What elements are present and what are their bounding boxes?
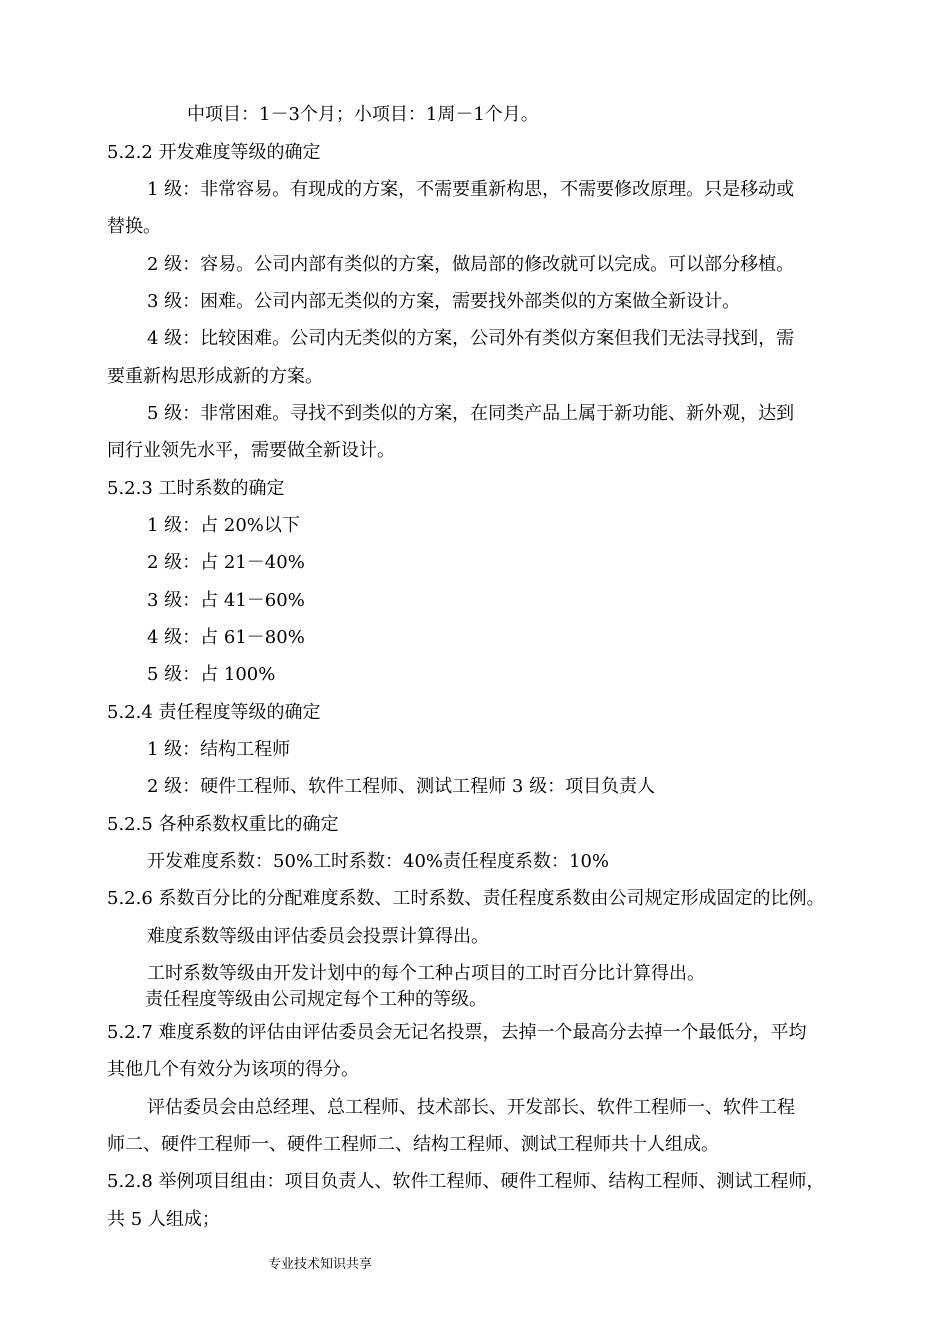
text-line: 责任程度等级由公司规定每个工种的等级。 — [145, 989, 487, 1010]
text-line: 要重新构思形成新的方案。 — [107, 366, 323, 387]
text-line: 2 级：占 21－40% — [147, 552, 305, 573]
text-line: 其他几个有效分为该项的得分。 — [107, 1059, 359, 1080]
text-line: 同行业领先水平，需要做全新设计。 — [107, 440, 395, 461]
text-line: 难度系数等级由评估委员会投票计算得出。 — [147, 926, 489, 947]
text-line: 评估委员会由总经理、总工程师、技术部长、开发部长、软件工程师一、软件工程 — [147, 1097, 795, 1118]
text-line: 1 级：结构工程师 — [147, 739, 291, 760]
section-heading-5-2-4: 5.2.4 责任程度等级的确定 — [107, 702, 321, 723]
text-line: 2 级：容易。公司内部有类似的方案，做局部的修改就可以完成。可以部分移植。 — [147, 254, 795, 275]
section-heading-5-2-5: 5.2.5 各种系数权重比的确定 — [107, 814, 339, 835]
text-line: 5 级：占 100% — [147, 664, 276, 685]
text-line: 1 级：非常容易。有现成的方案，不需要重新构思，不需要修改原理。只是移动或 — [147, 179, 795, 200]
page-footer: 专业技术知识共享 — [268, 1257, 373, 1272]
section-heading-5-2-6: 5.2.6 系数百分比的分配难度系数、工时系数、责任程度系数由公司规定形成固定的比例。 — [107, 888, 825, 909]
text-line: 师二、硬件工程师一、硬件工程师二、结构工程师、测试工程师共十人组成。 — [107, 1134, 719, 1155]
text-line: 4 级：比较困难。公司内无类似的方案，公司外有类似方案但我们无法寻找到，需 — [147, 328, 795, 349]
text-line: 3 级：困难。公司内部无类似的方案，需要找外部类似的方案做全新设计。 — [147, 291, 741, 312]
text-line: 2 级：硬件工程师、软件工程师、测试工程师 3 级：项目负责人 — [147, 776, 656, 797]
text-line: 4 级：占 61－80% — [147, 627, 305, 648]
text-line: 5 级：非常困难。寻找不到类似的方案，在同类产品上属于新功能、新外观，达到 — [147, 403, 795, 424]
text-line: 工时系数等级由开发计划中的每个工种占项目的工时百分比计算得出。 — [147, 963, 705, 984]
text-line: 3 级：占 41－60% — [147, 590, 305, 611]
text-line: 1 级：占 20%以下 — [147, 515, 300, 536]
section-heading-5-2-3: 5.2.3 工时系数的确定 — [107, 478, 285, 499]
section-heading-5-2-7: 5.2.7 难度系数的评估由评估委员会无记名投票，去掉一个最高分去掉一个最低分，平均 — [107, 1022, 807, 1043]
text-line: 中项目：1－3个月；小项目：1周－1个月。 — [187, 104, 539, 125]
text-line: 共 5 人组成； — [107, 1209, 220, 1230]
section-heading-5-2-8: 5.2.8 举例项目组由：项目负责人、软件工程师、硬件工程师、结构工程师、测试工程师， — [107, 1171, 825, 1192]
text-line: 替换。 — [107, 216, 161, 237]
section-heading-5-2-2: 5.2.2 开发难度等级的确定 — [107, 142, 321, 163]
text-line: 开发难度系数：50%工时系数：40%责任程度系数：10% — [147, 851, 610, 872]
